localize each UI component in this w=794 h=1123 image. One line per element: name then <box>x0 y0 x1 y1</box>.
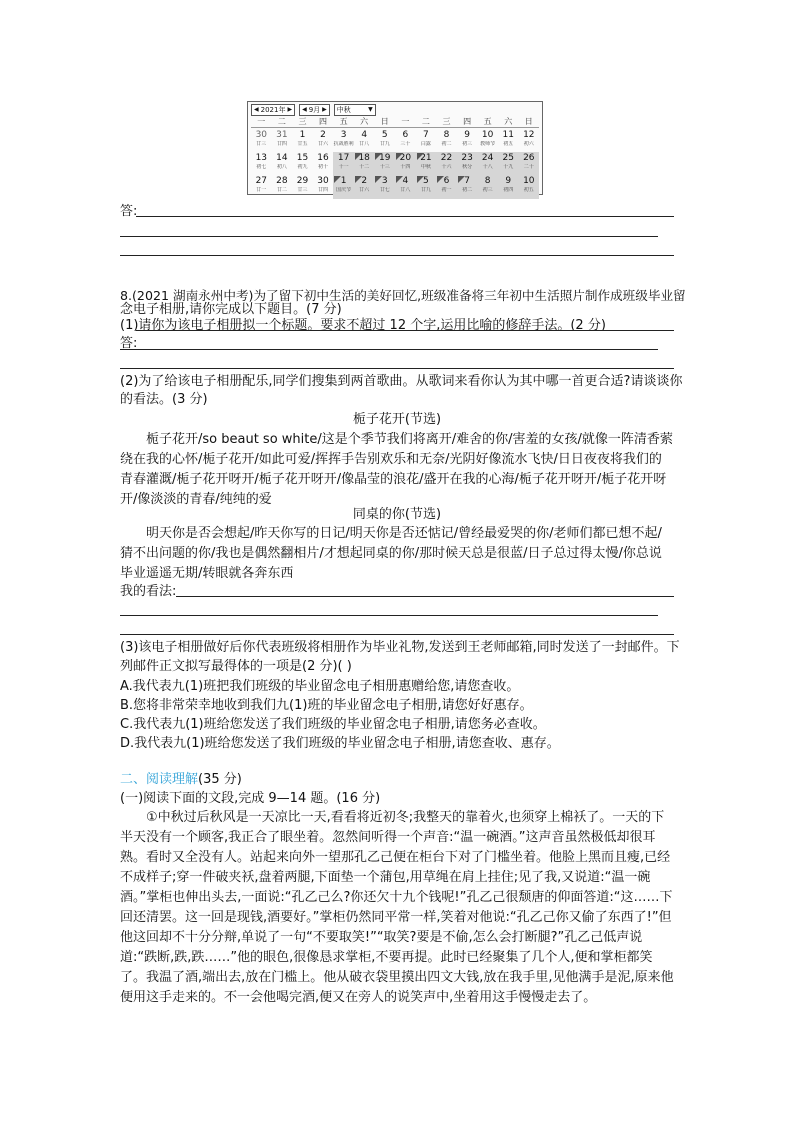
lunar-label: 初九 <box>297 164 308 170</box>
calendar-day[interactable] <box>333 129 354 153</box>
calendar-day[interactable] <box>498 129 519 153</box>
lunar-label: 初七 <box>256 164 267 170</box>
day-number: 5 <box>423 176 429 186</box>
calendar-day[interactable] <box>374 152 395 176</box>
song1-title: 栀子花开(节选) <box>352 412 442 427</box>
lunar-label: 三十 <box>400 141 411 147</box>
festival-select[interactable] <box>334 104 376 116</box>
view-label: 我的看法: <box>120 584 177 599</box>
day-number: 25 <box>502 153 514 163</box>
calendar-day[interactable] <box>436 152 457 176</box>
calendar-day[interactable] <box>313 152 334 176</box>
lunar-label: 廿八 <box>400 187 411 193</box>
answer-line <box>120 615 658 616</box>
calendar-toolbar <box>251 104 376 116</box>
day-number: 7 <box>423 130 429 140</box>
lunar-label: 初五 <box>523 187 534 193</box>
q8-part3: (3)该电子相册做好后你代表班级将相册作为毕业礼物,发送到王老师邮箱,同时发送了一封邮件。下 <box>120 640 680 655</box>
calendar-day[interactable] <box>354 152 375 176</box>
calendar-day[interactable] <box>416 175 437 199</box>
day-number: 2 <box>361 176 368 186</box>
day-number: 2 <box>320 130 326 140</box>
calendar-day[interactable] <box>313 175 334 199</box>
reading-instruction: (一)阅读下面的文段,完成 9—14 题。(16 分) <box>120 791 381 806</box>
day-number: 15 <box>296 153 309 163</box>
day-number: 29 <box>296 176 309 186</box>
calendar-day[interactable] <box>251 129 272 153</box>
day-number: 30 <box>317 176 329 186</box>
festival-select-value: 中秋 <box>336 106 351 114</box>
day-number: 3 <box>381 176 388 186</box>
calendar-week <box>251 152 539 176</box>
day-number: 10 <box>523 176 535 186</box>
lunar-label: 初二 <box>441 141 452 147</box>
day-number: 31 <box>276 130 288 140</box>
lunar-label: 廿九 <box>420 187 431 193</box>
lunar-label: 廿四 <box>318 187 329 193</box>
lunar-label: 廿六 <box>359 187 370 193</box>
day-number: 5 <box>381 130 388 140</box>
day-number: 16 <box>317 153 329 163</box>
q8-part3-cont: 列邮件正文拟写最得体的一项是(2 分)( ) <box>120 659 352 674</box>
answer-label: 答: <box>120 204 138 219</box>
calendar-day[interactable] <box>477 129 498 153</box>
day-number: 8 <box>484 176 491 186</box>
calendar-day[interactable] <box>395 175 416 199</box>
calendar-day[interactable] <box>395 129 416 153</box>
section-title: 二、阅读理解 <box>120 772 199 787</box>
day-number: 8 <box>443 130 450 140</box>
calendar-widget <box>247 101 543 195</box>
day-number: 1 <box>340 176 347 186</box>
lunar-label: 初十 <box>318 164 329 170</box>
answer-line <box>120 368 674 369</box>
q8-part1: (1)请你为该电子相册拟一个标题。要求不超过 12 个字,运用比喻的修辞手法。(2 分) <box>120 318 606 333</box>
calendar-day[interactable] <box>292 152 313 176</box>
day-number: 20 <box>399 153 412 163</box>
answer-line <box>120 349 658 350</box>
day-number: 9 <box>505 176 512 186</box>
calendar-day[interactable] <box>354 129 375 153</box>
calendar-week <box>251 129 539 153</box>
answer-line <box>136 216 674 217</box>
weekday-label: 三 <box>298 117 307 126</box>
section-score: (35 分) <box>198 772 242 787</box>
day-number: 10 <box>481 130 494 140</box>
day-number: 1 <box>299 130 306 140</box>
prev-arrow-icon[interactable]: ◀ <box>302 106 307 113</box>
option-a: A.我代表九(1)班把我们班级的毕业留念电子相册惠赠给您,请您查收。 <box>120 679 520 694</box>
calendar-day[interactable] <box>292 175 313 199</box>
weekday-label: 六 <box>504 117 513 126</box>
calendar-day[interactable] <box>292 129 313 153</box>
calendar-day[interactable] <box>477 175 498 199</box>
day-number: 22 <box>440 153 453 163</box>
lunar-label: 十二 <box>359 164 370 170</box>
weekday-label: 日 <box>524 117 533 126</box>
answer-line <box>120 255 674 256</box>
answer-line <box>176 596 674 597</box>
calendar-day[interactable] <box>416 129 437 153</box>
day-number: 3 <box>340 130 347 140</box>
answer-line <box>120 236 658 237</box>
day-number: 26 <box>523 153 535 163</box>
calendar-day[interactable] <box>333 152 354 176</box>
month-select[interactable] <box>299 104 330 116</box>
day-number: 24 <box>481 153 494 163</box>
day-number: 28 <box>276 176 288 186</box>
calendar-day[interactable] <box>519 152 540 176</box>
calendar-day[interactable] <box>251 175 272 199</box>
calendar-day[interactable] <box>519 129 540 153</box>
lunar-label: 十一 <box>338 164 349 170</box>
day-number: 12 <box>523 130 535 140</box>
weekday-label: 四 <box>463 117 472 126</box>
lunar-label: 廿七 <box>379 187 390 193</box>
month-select-value: 9月 <box>308 106 321 114</box>
calendar-day[interactable] <box>457 129 478 153</box>
day-number: 14 <box>276 153 288 163</box>
prev-arrow-icon[interactable]: ◀ <box>254 106 259 113</box>
lunar-label: 初八 <box>276 164 287 170</box>
weekday-label: 一 <box>401 117 410 126</box>
lunar-label: 廿三 <box>297 187 308 193</box>
calendar-day[interactable] <box>416 152 437 176</box>
lunar-label: 十三 <box>379 164 390 170</box>
song1-lyrics: 栀子花开/so beaut so white/这是个季节我们将离开/难舍的你/害羞的女孩/就像一阵清香萦绕在我的心怀/栀子花开/如此可爱/挥挥手告别欢乐和无奈/光阴好像流水飞快/日日夜夜将我们的青春灌溉/栀子花开呀开/栀子花开呀开/像晶莹的浪花/盛开在我的心海/栀子花开呀开/栀子花开呀开/像淡淡的青春/纯纯的爱 <box>120 432 673 507</box>
lunar-label: 秋分 <box>462 164 473 170</box>
lunar-label: 十六 <box>441 164 452 170</box>
day-number: 30 <box>255 130 268 140</box>
day-number: 4 <box>402 176 409 186</box>
weekday-label: 二 <box>277 117 286 126</box>
q8-intro: 8.(2021 湖南永州中考)为了留下初中生活的美好回忆,班级准备将三年初中生活照片制作成班级毕业留 <box>120 288 686 303</box>
weekday-label: 四 <box>319 117 328 126</box>
q8-part2: (2)为了给该电子相册配乐,同学们搜集到两首歌曲。从歌词来看你认为其中哪一首更合适?请谈谈你 <box>120 374 683 389</box>
lunar-label: 廿九 <box>379 141 390 147</box>
weekday-label: 三 <box>442 117 451 126</box>
lunar-label: 初二 <box>462 187 473 193</box>
next-arrow-icon[interactable]: ▶ <box>322 106 327 113</box>
lunar-label: 白露 <box>420 141 431 147</box>
q8-answer-label: 答: <box>120 336 138 351</box>
section-heading <box>120 770 242 790</box>
lunar-label: 抗战胜利 <box>333 141 354 147</box>
lunar-label: 初六 <box>523 141 534 147</box>
weekday-label: 二 <box>421 117 430 126</box>
song2-title: 同桌的你(节选) <box>352 507 442 522</box>
day-number: 27 <box>255 176 268 186</box>
lunar-label: 十九 <box>503 164 514 170</box>
day-number: 13 <box>255 153 268 163</box>
calendar-day[interactable] <box>457 175 478 199</box>
calendar-day[interactable] <box>477 152 498 176</box>
q8-intro-cont: 念电子相册,请你完成以下题目。(7 分) <box>120 302 342 317</box>
lunar-label: 初五 <box>503 141 514 147</box>
lunar-label: 初一 <box>441 187 452 193</box>
calendar-day[interactable] <box>272 175 293 199</box>
day-number: 11 <box>502 130 514 140</box>
lunar-label: 初四 <box>503 187 514 193</box>
answer-line <box>120 634 674 635</box>
chevron-down-icon: ▼ <box>368 106 373 113</box>
reading-passage: ①中秋过后秋风是一天凉比一天,看看将近初冬;我整天的靠着火,也须穿上棉袄了。一天的下半天没有一个顾客,我正合了眼坐着。忽然间听得一个声音:“温一碗酒。”这声音虽然极低却很耳熟。看时又全没有人。站起来向外一望那孔乙己便在柜台下对了门槛坐着。他脸上黑而且瘦,已经不成样子;穿一件破夹袄,盘着两腿,下面垫一个蒲包,用草绳在肩上挂住;见了我,又说道:“温一碗酒。”掌柜也伸出头去,一面说:“孔乙己么?你还欠十九个钱呢!”孔乙己很颓唐的仰面答道:“这……下回还清罢。这一回是现钱,酒要好。”掌柜仍然同平常一样,笑着对他说:“孔乙己你又偷了东西了!”但他这回却不十分分辩,单说了一句“不要取笑!”“取笑?要是不偷,怎么会打断腿?”孔乙己低声说道:“跌断,跌,跌……”他的眼色,很像恳求掌柜,不要再提。此时已经聚集了几个人,便和掌柜都笑了。我温了酒,端出去,放在门槛上。他从破衣袋里摸出四文大钱,放在我手里,见他满手是泥,原来他便用这手走来的。不一会他喝完酒,便又在旁人的说笑声中,坐着用这手慢慢走去了。 <box>120 810 674 1005</box>
weekday-label: 五 <box>483 117 492 126</box>
lunar-label: 廿二 <box>276 187 287 193</box>
option-c: C.我代表九(1)班给您发送了我们班级的毕业留念电子相册,请您务必查收。 <box>120 717 546 732</box>
day-number: 23 <box>461 153 473 163</box>
lunar-label: 中秋 <box>420 164 431 170</box>
day-number: 6 <box>402 130 409 140</box>
calendar-day[interactable] <box>498 152 519 176</box>
calendar-day[interactable] <box>519 175 540 199</box>
answer-line <box>136 330 674 331</box>
lunar-label: 国庆节 <box>336 187 352 193</box>
lunar-label: 廿一 <box>256 187 267 193</box>
day-number: 7 <box>464 176 470 186</box>
weekday-label: 日 <box>380 117 389 126</box>
year-select-value: 2021年 <box>260 106 286 114</box>
calendar-day[interactable] <box>395 152 416 176</box>
day-number: 4 <box>361 130 368 140</box>
calendar-day[interactable] <box>251 152 272 176</box>
weekday-label: 六 <box>360 117 369 126</box>
calendar-day[interactable] <box>457 152 478 176</box>
next-arrow-icon[interactable]: ▶ <box>287 106 293 113</box>
day-number: 9 <box>464 130 470 140</box>
calendar-week <box>251 175 539 199</box>
day-number: 6 <box>443 176 450 186</box>
lunar-label: 廿八 <box>359 141 370 147</box>
song2-lyrics: 明天你是否会想起/昨天你写的日记/明天你是否还惦记/曾经最爱哭的你/老师们都已想不起/猜不出问题的你/我也是偶然翻相片/才想起同桌的你/那时候天总是很蓝/日子总过得太慢/你总说毕业遥遥无期/转眼就各奔东西 <box>120 526 662 581</box>
calendar-day[interactable] <box>436 129 457 153</box>
calendar-day[interactable] <box>374 129 395 153</box>
lunar-label: 廿四 <box>276 141 287 147</box>
day-number: 18 <box>358 153 370 163</box>
lunar-label: 廿五 <box>297 141 308 147</box>
day-number: 21 <box>420 153 432 163</box>
day-number: 17 <box>337 153 350 163</box>
calendar-day[interactable] <box>313 129 334 153</box>
lunar-label: 廿六 <box>318 141 329 147</box>
q8-part2-cont: 的看法。(3 分) <box>120 392 208 407</box>
calendar-day[interactable] <box>436 175 457 199</box>
calendar-day[interactable] <box>272 152 293 176</box>
calendar-day[interactable] <box>374 175 395 199</box>
calendar-day[interactable] <box>272 129 293 153</box>
option-b: B.您将非常荣幸地收到我们九(1)班的毕业留念电子相册,请您好好惠存。 <box>120 698 533 713</box>
calendar-day[interactable] <box>333 175 354 199</box>
year-select[interactable] <box>251 104 295 116</box>
weekday-label: 一 <box>257 117 266 126</box>
lunar-label: 教师节 <box>480 141 496 147</box>
lunar-label: 廿三 <box>256 141 267 147</box>
weekday-label: 五 <box>339 117 348 126</box>
day-number: 19 <box>379 153 391 163</box>
option-d: D.我代表九(1)班给您发送了我们班级的毕业留念电子相册,请您查收、惠存。 <box>120 736 560 751</box>
lunar-label: 初三 <box>482 187 493 193</box>
weekday-header <box>251 117 539 128</box>
calendar-day[interactable] <box>354 175 375 199</box>
calendar-day[interactable] <box>498 175 519 199</box>
lunar-label: 二十 <box>523 164 534 170</box>
lunar-label: 十八 <box>482 164 493 170</box>
lunar-label: 初三 <box>462 141 473 147</box>
lunar-label: 十四 <box>400 164 411 170</box>
